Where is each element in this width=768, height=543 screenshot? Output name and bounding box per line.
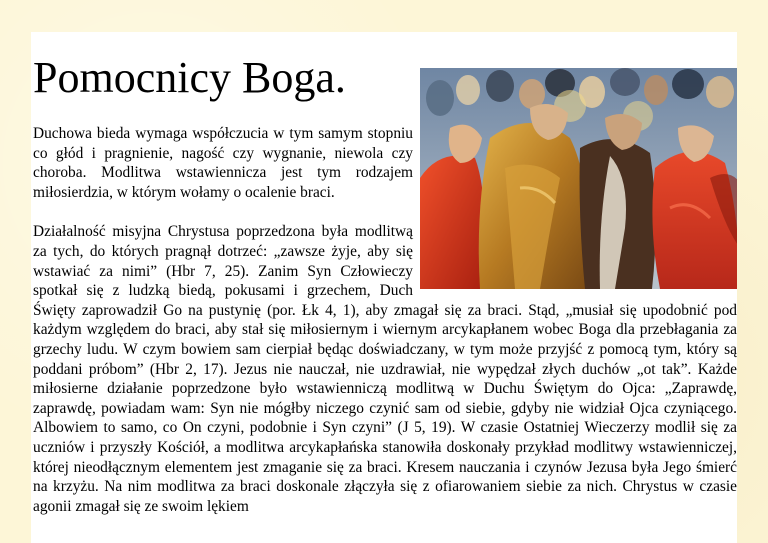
body-text <box>33 124 737 516</box>
paragraph-1: Duchowa bieda wymaga współczucia w tym samym stopniu co głód i pragnienie, nagość czy wygnanie, niewola czy choroba. Modlitwa wstawiennicza jest tym rodzajem miłosierdzia, w którym wołamy o ocalenie braci. <box>33 125 413 201</box>
paragraph-2: Działalność misyjna Chrystusa poprzedzona była modlitwą za tych, do których pragnął dotrzeć: „zawsze żyje, aby się wstawiać za nimi” (Hbr 7, 25). Zanim Syn Człowieczy spotkał się z ludzką biedą, pokusami i grzechem, Duch Święty zaprowadził Go na pustynię (por. Łk 4, 1), aby zmagał się za braci. Stąd, „musiał się upodobnić pod każdym względem do braci, aby stał się miłosiernym i wiernym arcykapłanem wobec Boga dla przebłagania za grzechy ludu. W czym bowiem sam cierpiał będąc doświadczany, w tym może przyjść z pomocą tym, który są poddani próbom” (Hbr 2, 17). Jezus nie nauczał, nie uzdrawiał, nie wypędzał złych duchów „ot tak”. Każde miłosierne działanie poprzedzone było wstawienniczą modlitwą w Duchu Świętym do Ojca: „Zaprawdę, zaprawdę, powiadam wam: Syn nie mógłby niczego czynić sam od siebie, gdyby nie widział Ojca czyniącego. Albowiem to samo, co On czyni, podobnie i Syn czyni” (J 5, 19). W czasie Ostatniej Wieczerzy modlił się za uczniów i przyszły Kościół, a modlitwa arcykapłańska stanowiła doskonały przykład modlitwy wstawienniczej, której nieodłącznym elementem jest zmaganie się za braci. Kresem nauczania i czynów Jezusa była Jego śmierć na krzyżu. Na nim modlitwa za braci doskonale złączyła się z ofiarowaniem siebie za nich. Chrystus w czasie agonii zmagał się ze swoim lękiem <box>33 223 737 515</box>
slide <box>31 32 737 543</box>
slide-title: Pomocnicy Boga. <box>33 53 346 102</box>
image-wrap-spacer <box>417 124 737 282</box>
